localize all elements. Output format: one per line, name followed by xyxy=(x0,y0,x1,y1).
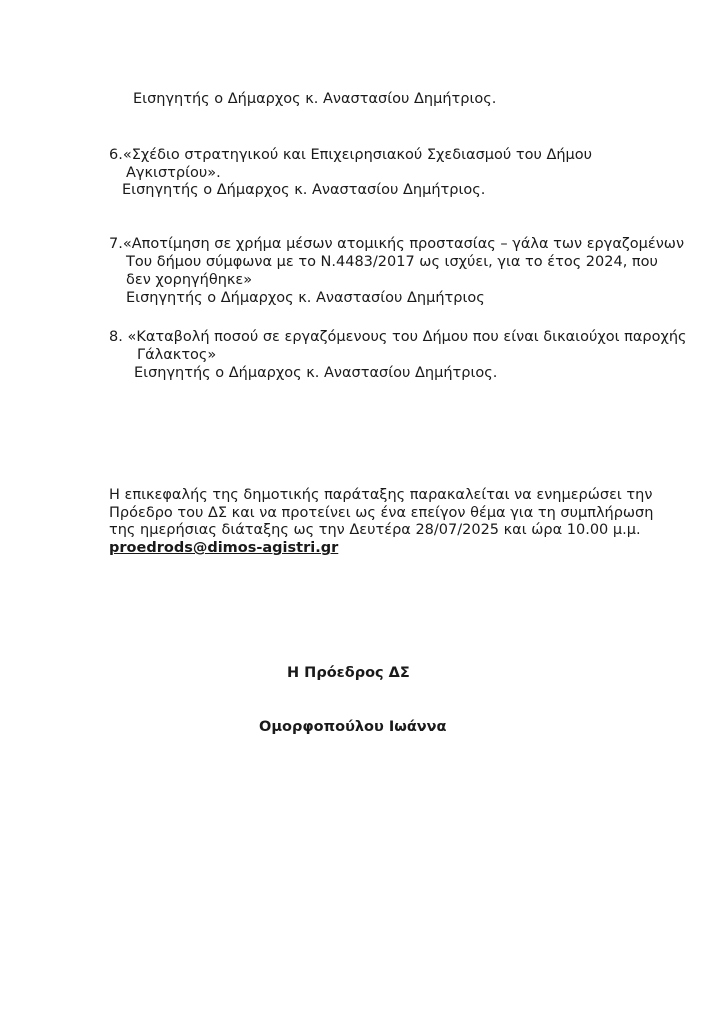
email-link[interactable]: proedrods@dimos-agistri.gr xyxy=(109,540,339,556)
agenda-item-6-title xyxy=(109,146,592,164)
agenda-item-6-number: 6. xyxy=(109,147,123,163)
notice-line-2: Πρόεδρο του ΔΣ και να προτείνει ως ένα επείγον θέμα για τη συμπλήρωση xyxy=(109,505,654,521)
notice-line-1: Η επικεφαλής της δημοτικής παράταξης παρακαλείται να ενημερώσει την xyxy=(109,487,653,503)
agenda-item-8-number: 8. xyxy=(109,329,123,345)
agenda-item-7-presenter: Εισηγητής ο Δήμαρχος κ. Αναστασίου Δημήτριος xyxy=(126,290,485,306)
agenda-item-7-line-1: «Αποτίμηση σε χρήμα μέσων ατομικής προστασίας – γάλα των εργαζομένων xyxy=(122,236,685,252)
agenda-item-8-title xyxy=(109,328,687,346)
agenda-item-7-number: 7. xyxy=(109,236,123,252)
agenda-item-8-line-2: Γάλακτος» xyxy=(137,347,217,363)
agenda-item-6-presenter: Εισηγητής ο Δήμαρχος κ. Αναστασίου Δημήτριος. xyxy=(122,182,486,198)
signature-name: Ομορφοπούλου Ιωάννα xyxy=(259,719,447,735)
agenda-item-8-line-1: «Καταβολή ποσού σε εργαζόμενους του Δήμου που είναι δικαιούχοι παροχής xyxy=(127,329,687,345)
intro-presenter: Εισηγητής ο Δήμαρχος κ. Αναστασίου Δημήτριος. xyxy=(133,91,497,107)
agenda-item-7-line-2: Του δήμου σύμφωνα με το Ν.4483/2017 ως ισχύει, για το έτος 2024, που xyxy=(126,254,658,270)
agenda-item-6-line-1: «Σχέδιο στρατηγικού και Επιχειρησιακού Σχεδιασμού του Δήμου xyxy=(122,147,593,163)
notice-line-3: της ημερήσιας διάταξης ως την Δευτέρα 28/07/2025 και ώρα 10.00 μ.μ. xyxy=(109,522,641,538)
agenda-item-8-presenter: Εισηγητής ο Δήμαρχος κ. Αναστασίου Δημήτριος. xyxy=(134,365,498,381)
agenda-item-7-title xyxy=(109,235,684,253)
signature-title: Η Πρόεδρος ΔΣ xyxy=(287,665,410,681)
agenda-item-7-line-3: δεν χορηγήθηκε» xyxy=(126,272,253,288)
agenda-item-6-line-2: Αγκιστρίου». xyxy=(126,165,221,181)
